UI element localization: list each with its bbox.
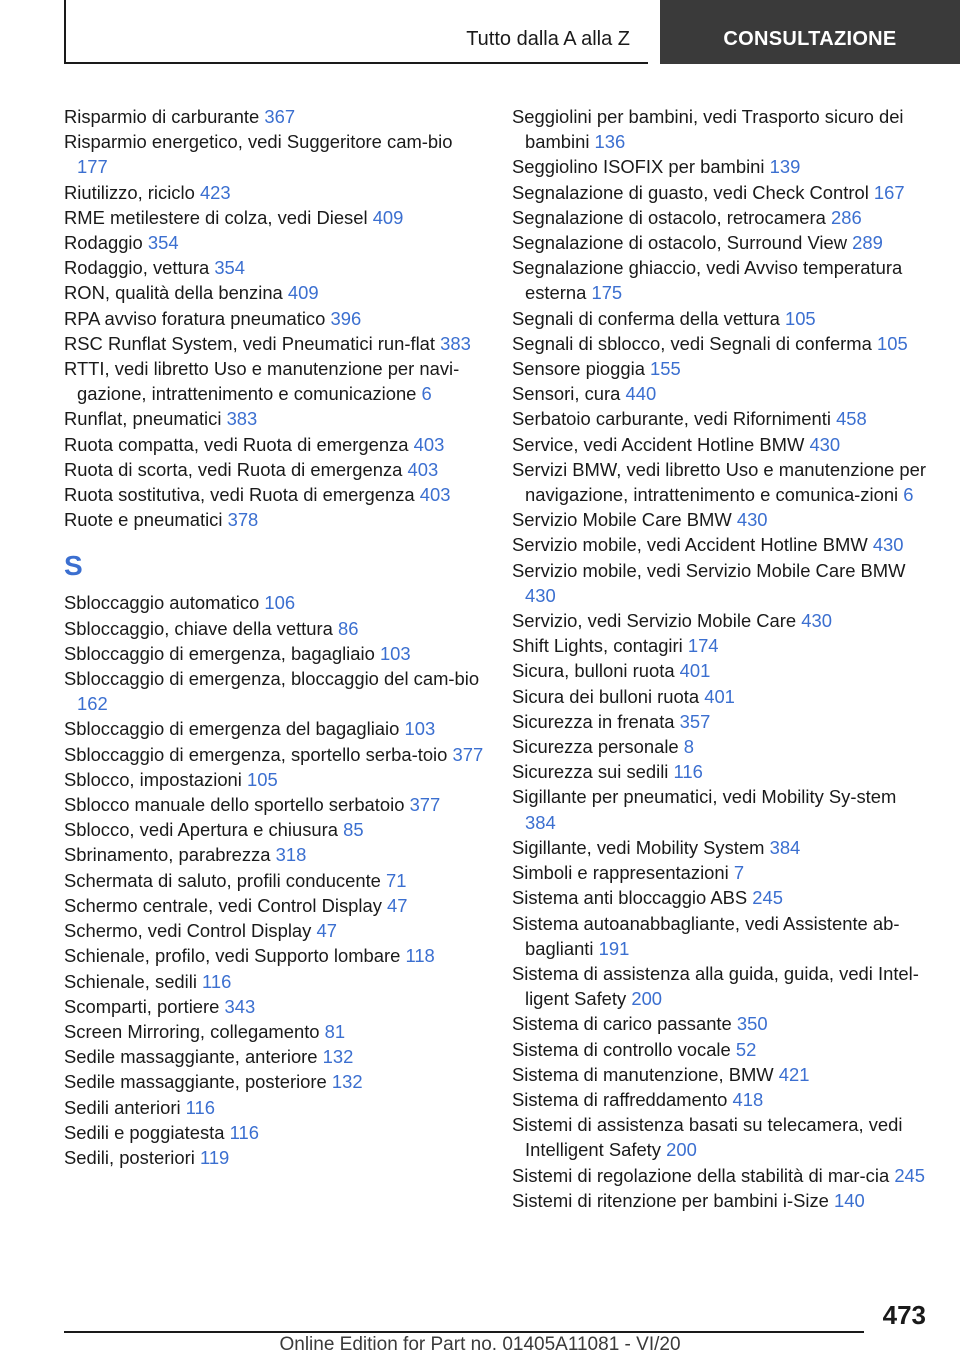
index-entry — [64, 255, 484, 280]
index-entry — [64, 994, 484, 1019]
index-entry-text: Sbrinamento, parabrezza — [64, 844, 271, 866]
index-entry — [512, 180, 930, 205]
page-reference-link[interactable]: 191 — [598, 937, 630, 959]
page-reference-link[interactable]: 47 — [387, 894, 408, 916]
index-entry-text: Sbloccaggio di emergenza, bagagliaio — [64, 642, 375, 664]
index-entry-text: Shift Lights, contagiri — [512, 635, 683, 657]
page-reference-link[interactable]: 6 — [903, 484, 914, 506]
page-reference-link[interactable]: 384 — [525, 811, 556, 833]
page-reference-link[interactable]: 245 — [894, 1164, 925, 1186]
page-reference-link[interactable]: 418 — [732, 1088, 764, 1110]
index-entry — [512, 1011, 930, 1036]
section-title: Tutto dalla A alla Z — [466, 28, 630, 50]
page-reference-link[interactable]: 136 — [594, 131, 626, 153]
index-entry — [64, 457, 484, 482]
page-reference-link[interactable]: 116 — [185, 1096, 215, 1118]
index-entry-text: Servizi BMW, vedi libretto Uso e manutenzione per navigazione, intrattenimento e comunica-zioni — [512, 458, 926, 506]
index-entry — [64, 507, 484, 532]
page-reference-link[interactable]: 354 — [147, 232, 179, 254]
index-entry-text: Sistema di assistenza alla guida, guida, vedi Intel-ligent Safety — [512, 962, 919, 1010]
index-entry — [64, 817, 484, 842]
index-entry — [64, 641, 484, 666]
index-entry-text: Sicurezza in frenata — [512, 710, 675, 732]
index-entry-text: RME metilestere di colza, vedi Diesel — [64, 206, 368, 228]
index-entry — [64, 842, 484, 867]
index-entry — [64, 482, 484, 507]
index-entry-text: RPA avviso foratura pneumatico — [64, 307, 326, 329]
page-reference-link[interactable]: 167 — [873, 181, 905, 203]
index-entry — [512, 1062, 930, 1087]
index-entry-text: Rodaggio, vettura — [64, 257, 210, 279]
page-reference-link[interactable]: 106 — [264, 592, 296, 614]
index-entry — [512, 406, 930, 431]
index-entry-text: Risparmio energetico, vedi Suggeritore cam-bio — [64, 131, 453, 153]
footer-divider — [64, 1331, 864, 1333]
index-entry-text: Sicura dei bulloni ruota — [512, 685, 700, 707]
page-reference-link[interactable]: 286 — [830, 206, 862, 228]
index-entry — [64, 767, 484, 792]
index-entry — [64, 129, 484, 179]
index-entry-text: Sblocco, vedi Apertura e chiusura — [64, 819, 338, 841]
page-reference-link[interactable]: 116 — [673, 761, 703, 783]
index-entry-text: Rodaggio — [64, 232, 143, 254]
index-entry — [512, 432, 930, 457]
index-entry — [64, 1145, 484, 1170]
page-reference-link[interactable]: 423 — [199, 181, 231, 203]
index-entry-text: Servizio mobile, vedi Accident Hotline BMW — [512, 534, 868, 556]
index-group-s-continued — [512, 104, 930, 1213]
index-entry — [64, 943, 484, 968]
page-reference-link[interactable]: 132 — [322, 1046, 354, 1068]
index-entry — [512, 684, 930, 709]
index-entry — [512, 457, 930, 507]
index-entry-text: Sigillante, vedi Mobility System — [512, 836, 765, 858]
page-reference-link[interactable]: 378 — [227, 509, 259, 531]
index-entry-text: Sistema di carico passante — [512, 1013, 732, 1035]
index-entry-text: Sicurezza sui sedili — [512, 761, 669, 783]
page-reference-link[interactable]: 430 — [525, 584, 556, 606]
header-frame — [64, 0, 648, 64]
index-entry-text: Risparmio di carburante — [64, 106, 260, 127]
index-entry — [512, 1087, 930, 1112]
index-entry-text: Sedili e poggiatesta — [64, 1121, 225, 1143]
index-entry — [64, 1120, 484, 1145]
index-entry-text: Riutilizzo, riciclo — [64, 181, 195, 203]
index-entry-text: Segnali di conferma della vettura — [512, 307, 780, 329]
page-reference-link[interactable]: 430 — [736, 509, 768, 531]
index-entry — [512, 608, 930, 633]
index-entry — [64, 1095, 484, 1120]
index-entry-text: Sbloccaggio di emergenza, bloccaggio del cam-bio — [64, 668, 480, 690]
index-entry-text: Sedili anteriori — [64, 1096, 181, 1118]
index-entry — [512, 1112, 930, 1162]
index-entry — [64, 356, 484, 406]
index-entry-text: Schienale, profilo, vedi Supporto lombare — [64, 945, 401, 967]
chapter-tab: CONSULTAZIONE — [660, 0, 960, 64]
page-reference-link[interactable]: 103 — [379, 642, 411, 664]
index-entry — [512, 230, 930, 255]
page-reference-link[interactable]: 105 — [784, 307, 816, 329]
index-entry-text: Sedile massaggiante, posteriore — [64, 1071, 327, 1093]
index-entry-text: Serbatoio carburante, vedi Rifornimenti — [512, 408, 831, 430]
page-reference-link[interactable]: 85 — [343, 819, 364, 841]
index-entry — [64, 666, 484, 716]
index-entry-text: Segnalazione di ostacolo, retrocamera — [512, 206, 826, 228]
edition-footer: Online Edition for Part no. 01405A11081 - VI/20 — [279, 1334, 681, 1355]
index-entry — [64, 893, 484, 918]
index-entry-text: Sensori, cura — [512, 383, 621, 405]
page-reference-link[interactable]: 409 — [372, 206, 404, 228]
index-entry — [64, 1069, 484, 1094]
page-reference-link[interactable]: 103 — [404, 718, 436, 740]
page-reference-link[interactable]: 377 — [452, 743, 484, 765]
page-reference-link[interactable]: 403 — [407, 458, 439, 480]
index-entry — [64, 306, 484, 331]
page-reference-link[interactable]: 318 — [275, 844, 307, 866]
index-entry — [512, 1188, 930, 1213]
index-entry-text: RSC Runflat System, vedi Pneumatici run-flat — [64, 332, 436, 354]
index-entry-text: Sbloccaggio, chiave della vettura — [64, 617, 333, 639]
index-entry — [64, 792, 484, 817]
page-reference-link[interactable]: 367 — [264, 106, 296, 127]
index-entry-text: Servizio mobile, vedi Servizio Mobile Care BMW — [512, 559, 906, 581]
index-column-right — [512, 104, 930, 1213]
index-entry-text: Schermo, vedi Control Display — [64, 920, 312, 942]
index-column-left — [64, 104, 484, 1170]
index-entry-text: Segnalazione di guasto, vedi Check Control — [512, 181, 869, 203]
index-entry — [64, 205, 484, 230]
page-reference-link[interactable]: 440 — [625, 383, 657, 405]
page-reference-link[interactable]: 52 — [735, 1038, 757, 1060]
index-entry — [64, 716, 484, 741]
index-entry-text: Sblocco manuale dello sportello serbatoio — [64, 794, 405, 816]
page-reference-link[interactable]: 7 — [733, 862, 745, 884]
index-entry-text: Sbloccaggio di emergenza del bagagliaio — [64, 718, 400, 740]
index-entry-text: Sedile massaggiante, anteriore — [64, 1046, 318, 1068]
page-reference-link[interactable]: 81 — [324, 1020, 346, 1042]
index-entry — [64, 1044, 484, 1069]
index-entry — [64, 104, 484, 129]
index-entry — [512, 306, 930, 331]
page-reference-link[interactable]: 396 — [330, 307, 362, 329]
page-reference-link[interactable]: 245 — [752, 887, 783, 909]
index-entry — [512, 154, 930, 179]
index-entry-text: Screen Mirroring, collegamento — [64, 1020, 320, 1042]
index-entry — [512, 381, 930, 406]
page-number: 473 — [882, 1300, 926, 1330]
index-entry — [512, 860, 930, 885]
index-entry-text: Segnali di sblocco, vedi Segnali di conferma — [512, 332, 872, 354]
index-entry-text: Sigillante per pneumatici, vedi Mobility Sy-stem — [512, 786, 897, 808]
page-reference-link[interactable]: 350 — [736, 1013, 768, 1035]
index-entry-text: Runflat, pneumatici — [64, 408, 222, 430]
index-entry — [512, 709, 930, 734]
index-entry-text: RON, qualità della benzina — [64, 282, 283, 304]
page-reference-link[interactable]: 86 — [338, 617, 359, 639]
page-reference-link[interactable]: 383 — [226, 408, 258, 430]
index-entry-text: Seggiolini per bambini, vedi Trasporto sicuro dei bambini — [512, 106, 904, 153]
index-entry — [512, 835, 930, 860]
page-reference-link[interactable]: 409 — [287, 282, 319, 304]
page-reference-link[interactable]: 105 — [876, 332, 908, 354]
page-reference-link[interactable]: 430 — [801, 610, 832, 632]
index-entry-text: Ruota di scorta, vedi Ruota di emergenza — [64, 458, 403, 480]
index-entry — [512, 532, 930, 557]
page-reference-link[interactable]: 430 — [872, 534, 904, 556]
page-reference-link[interactable]: 105 — [247, 768, 278, 790]
page-reference-link[interactable]: 343 — [224, 995, 256, 1017]
index-entry — [512, 784, 930, 834]
page-reference-link[interactable]: 6 — [421, 383, 432, 405]
page-reference-link[interactable]: 403 — [419, 484, 451, 506]
page-reference-link[interactable]: 401 — [679, 660, 711, 682]
page-reference-link[interactable]: 177 — [77, 156, 108, 178]
index-entry — [64, 1019, 484, 1044]
index-entry — [512, 911, 930, 961]
page-reference-link[interactable]: 354 — [214, 257, 245, 279]
page-reference-link[interactable]: 119 — [199, 1146, 230, 1168]
page-reference-link[interactable]: 174 — [687, 635, 719, 657]
index-entry-text: Segnalazione ghiaccio, vedi Avviso temperatura esterna — [512, 257, 903, 304]
index-entry — [64, 918, 484, 943]
index-entry-text: RTTI, vedi libretto Uso e manutenzione per navi-gazione, intrattenimento e comunicazione — [64, 358, 460, 405]
index-entry — [64, 230, 484, 255]
page-reference-link[interactable]: 175 — [591, 282, 623, 304]
index-group-s — [64, 590, 484, 1170]
index-entry — [512, 558, 930, 608]
index-entry-text: Sistema anti bloccaggio ABS — [512, 887, 748, 909]
index-entry — [64, 616, 484, 641]
index-entry-text: Sbloccaggio automatico — [64, 592, 260, 614]
index-entry — [512, 759, 930, 784]
page-reference-link[interactable]: 357 — [679, 710, 711, 732]
index-entry — [512, 734, 930, 759]
index-entry-text: Schermo centrale, vedi Control Display — [64, 894, 382, 916]
index-entry — [512, 507, 930, 532]
page-reference-link[interactable]: 377 — [409, 794, 441, 816]
index-entry — [64, 180, 484, 205]
page-reference-link[interactable]: 383 — [440, 332, 471, 354]
page-reference-link[interactable]: 118 — [405, 945, 435, 967]
index-entry-text: Sblocco, impostazioni — [64, 768, 242, 790]
index-entry — [64, 868, 484, 893]
index-entry-text: Schermata di saluto, profili conducente — [64, 869, 381, 891]
page-reference-link[interactable]: 140 — [834, 1189, 865, 1211]
index-entry-text: Sicurezza personale — [512, 736, 679, 758]
index-entry — [512, 885, 930, 910]
index-entry — [512, 255, 930, 305]
index-entry-text: Sistemi di assistenza basati su telecamera, vedi Intelligent Safety — [512, 1114, 903, 1161]
index-entry — [512, 1037, 930, 1062]
page-reference-link[interactable]: 289 — [852, 232, 883, 254]
index-entry-text: Sistema di raffreddamento — [512, 1088, 728, 1110]
index-entry-text: Simboli e rappresentazioni — [512, 862, 729, 884]
page-reference-link[interactable]: 71 — [386, 869, 407, 891]
index-entry-text: Ruota sostitutiva, vedi Ruota di emergenza — [64, 484, 415, 506]
index-entry-text: Sbloccaggio di emergenza, sportello serba-toio — [64, 743, 448, 765]
index-entry-text: Servizio, vedi Servizio Mobile Care — [512, 610, 797, 632]
page-reference-link[interactable]: 132 — [331, 1071, 363, 1093]
index-entry-text: Scomparti, portiere — [64, 995, 220, 1017]
index-entry — [512, 356, 930, 381]
index-entry-text: Schienale, sedili — [64, 970, 197, 992]
index-entry-text: Sensore pioggia — [512, 358, 645, 380]
index-entry — [512, 961, 930, 1011]
index-entry — [512, 104, 930, 154]
index-entry — [512, 205, 930, 230]
index-entry-text: Service, vedi Accident Hotline BMW — [512, 433, 805, 455]
index-entry — [64, 406, 484, 431]
index-entry — [64, 969, 484, 994]
index-entry-text: Seggiolino ISOFIX per bambini — [512, 156, 765, 178]
index-entry-text: Ruota compatta, vedi Ruota di emergenza — [64, 433, 409, 455]
page-reference-link[interactable]: 116 — [229, 1121, 259, 1143]
page-reference-link[interactable]: 430 — [809, 433, 841, 455]
index-entry — [64, 742, 484, 767]
page-reference-link[interactable]: 155 — [650, 358, 681, 380]
index-entry-text: Sedili, posteriori — [64, 1146, 195, 1168]
index-entry — [512, 331, 930, 356]
page-reference-link[interactable]: 8 — [683, 736, 694, 758]
page-reference-link[interactable]: 403 — [413, 433, 445, 455]
index-entry-text: Sistema di controllo vocale — [512, 1038, 731, 1060]
page-reference-link[interactable]: 139 — [769, 156, 801, 178]
index-entry — [64, 590, 484, 615]
page-reference-link[interactable]: 421 — [778, 1063, 810, 1085]
index-entry-text: Servizio Mobile Care BMW — [512, 509, 732, 531]
page-reference-link[interactable]: 458 — [836, 408, 867, 430]
index-group-r — [64, 104, 484, 532]
section-letter: S — [64, 550, 83, 582]
page-reference-link[interactable]: 47 — [316, 920, 337, 942]
page-reference-link[interactable]: 116 — [202, 970, 232, 992]
index-entry-text: Sistema autoanabbagliante, vedi Assistente ab-baglianti — [512, 912, 900, 959]
index-entry-text: Sicura, bulloni ruota — [512, 660, 675, 682]
page-reference-link[interactable]: 200 — [666, 1139, 697, 1161]
page-reference-link[interactable]: 401 — [704, 685, 735, 707]
index-entry-text: Segnalazione di ostacolo, Surround View — [512, 232, 848, 254]
index-entry-text: Sistemi di regolazione della stabilità di mar-cia — [512, 1164, 890, 1186]
index-entry-text: Sistemi di ritenzione per bambini i-Size — [512, 1189, 829, 1211]
index-entry — [64, 432, 484, 457]
page-reference-link[interactable]: 384 — [769, 836, 801, 858]
index-entry — [64, 280, 484, 305]
index-entry-text: Sistema di manutenzione, BMW — [512, 1063, 774, 1085]
page-reference-link[interactable]: 162 — [77, 693, 108, 715]
page-reference-link[interactable]: 200 — [631, 988, 663, 1010]
index-entry-text: Ruote e pneumatici — [64, 509, 223, 531]
index-entry — [512, 658, 930, 683]
index-entry — [64, 331, 484, 356]
index-entry — [512, 1163, 930, 1188]
index-entry — [512, 633, 930, 658]
